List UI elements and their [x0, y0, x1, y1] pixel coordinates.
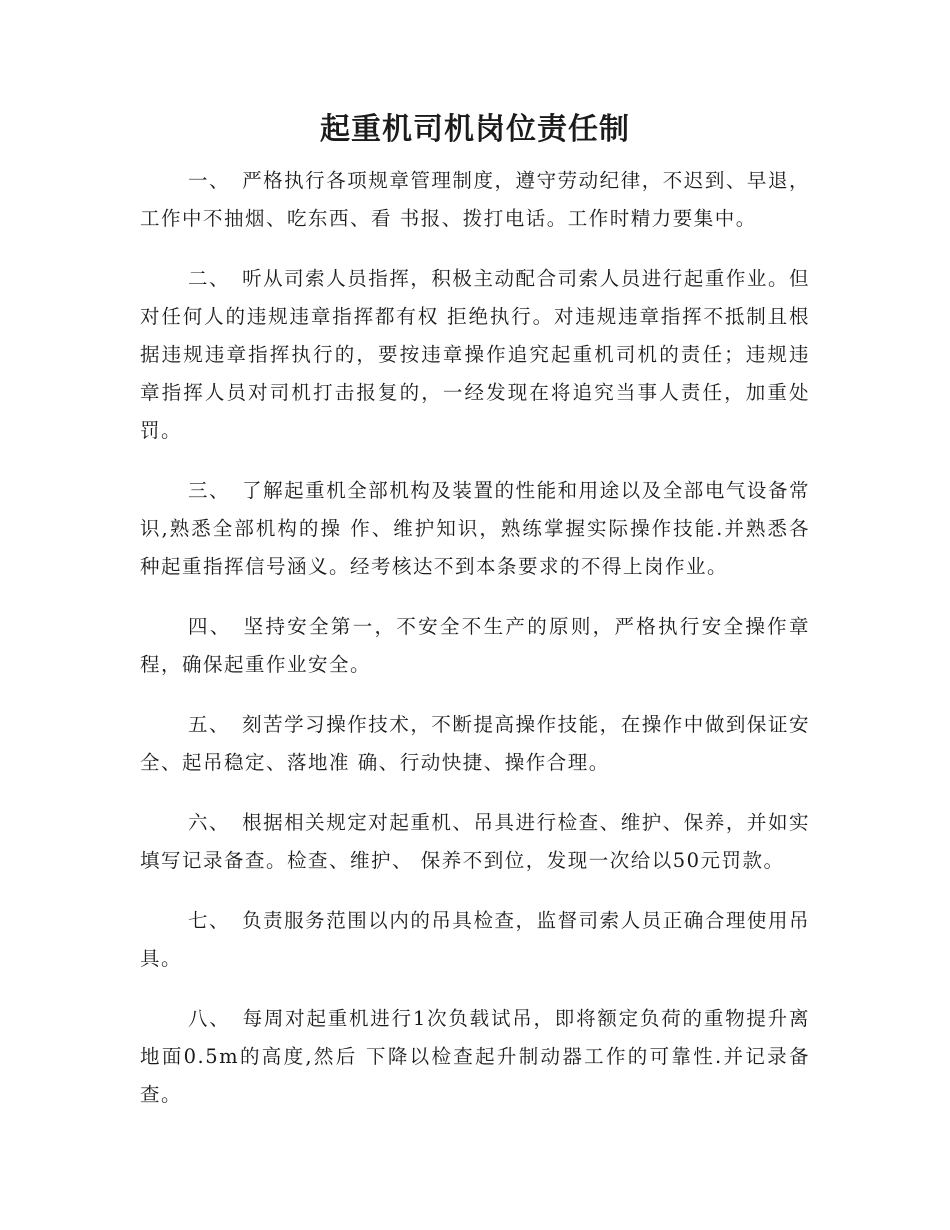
paragraph-text: 刻苦学习操作技术，不断提高操作技能，在操作中做到保证安全、起吊稳定、落地准 确、行动快捷、操作合理。	[140, 713, 810, 774]
paragraph-text: 负责服务范围以内的吊具检查，监督司索人员正确合理使用吊具。	[140, 909, 810, 970]
paragraph-number: 五、	[188, 713, 231, 736]
paragraph-number: 六、	[188, 811, 231, 834]
paragraph-text: 严格执行各项规章管理制度，遵守劳动纪律，不迟到、早退，工作中不抽烟、吃东西、看 书报、拨打电话。工作时精力要集中。	[140, 169, 810, 230]
paragraph-2	[140, 260, 810, 450]
paragraph-number: 三、	[188, 479, 231, 502]
paragraph-3	[140, 472, 810, 586]
document-title: 起重机司机岗位责任制	[320, 112, 630, 147]
paragraph-text: 根据相关规定对起重机、吊具进行检查、维护、保养，并如实填写记录备查。检查、维护、 保养不到位，发现一次给以50元罚款。	[140, 811, 810, 872]
paragraph-number: 四、	[188, 615, 232, 638]
paragraph-number: 一、	[188, 169, 231, 192]
paragraph-6	[140, 804, 810, 880]
paragraph-number: 七、	[188, 909, 231, 932]
paragraph-number: 八、	[188, 1007, 231, 1030]
paragraph-7	[140, 902, 810, 978]
paragraph-text: 坚持安全第一，不安全不生产的原则，严格执行安全操作章程，确保起重作业安全。	[140, 615, 810, 676]
document-body	[140, 162, 810, 1136]
paragraph-text: 每周对起重机进行1次负载试吊，即将额定负荷的重物提升离地面0.5m的高度,然后 下降以检查起升制动器工作的可靠性.并记录备查。	[140, 1007, 810, 1106]
paragraph-text: 听从司索人员指挥，积极主动配合司索人员进行起重作业。但对任何人的违规违章指挥都有权 拒绝执行。对违规违章指挥不抵制且根据违规违章指挥执行的，要按违章操作追究起重机司机的责任；违规违章指挥人员对司机打击报复的，一经发现在将追究当事人责任，加重处罚。	[140, 267, 810, 442]
paragraph-text: 了解起重机全部机构及装置的性能和用途以及全部电气设备常识,熟悉全部机构的操 作、维护知识，熟练掌握实际操作技能.并熟悉各种起重指挥信号涵义。经考核达不到本条要求的不得上岗作业。	[140, 479, 810, 578]
paragraph-5	[140, 706, 810, 782]
paragraph-number: 二、	[188, 267, 231, 290]
paragraph-8	[140, 1000, 810, 1114]
paragraph-1	[140, 162, 810, 238]
paragraph-4	[140, 608, 810, 684]
